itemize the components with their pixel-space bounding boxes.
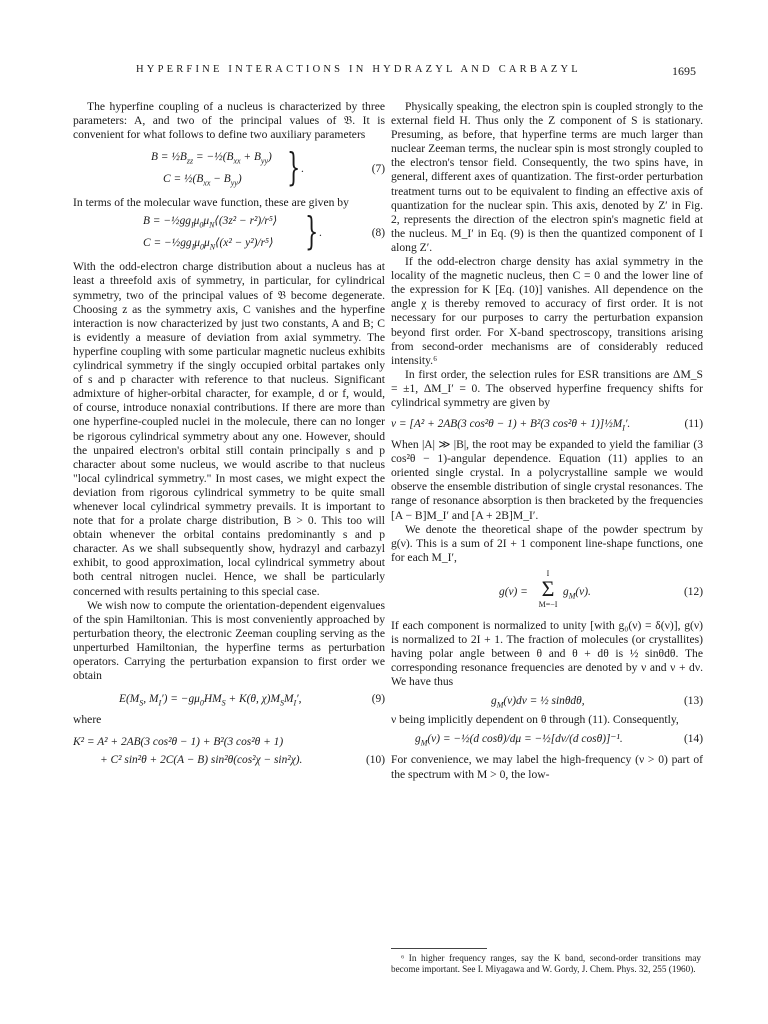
equation-7-line-1: $B = \frac{1}{2}B_{zz}$ = $-\frac{1}{2}(B_{xx} + B_{yy})$ xyxy=(151,151,272,166)
paragraph: If each component is normalized to unity [with g₀(ν) = δ(ν)], g(ν) is normalized to 2I + 1. The fraction of molecules (or crystallites) having polar angle between θ and θ + dθ is ½ sinθdθ. The corresponding resonance frequencies are denoted by ν and ν + dν. We have thus xyxy=(391,618,703,689)
paragraph: When |A| ≫ |B|, the root may be expanded to yield the familiar (3 cos²θ − 1)-angular dependence. Equation (11) applies to an oriented single crystal. In a polycrystalline sample we would observe the ensemble distribution of single crystal resonances. The range of resonance absorption is then bracketed by the frequencies [A − B]M_I′ and [A + 2B]M_I′. xyxy=(391,438,703,522)
paragraph: We wish now to compute the orientation-dependent eigenvalues of the spin Hamiltonian. This is most conveniently approached by perturbation theory, the electronic Zeeman coupling serving as the unperturbed Hamiltonian, the hyperfine terms as perturbation operators. Carrying the perturbation expansion to first order we obtain xyxy=(73,598,385,683)
equation-10-line-1: K² = A² + 2AB(3 cos²θ − 1) + B²(3 cos²θ + 1) xyxy=(73,736,284,749)
paragraph: With the odd-electron charge distribution about a nucleus has at least a threefold axis of symmetry, in particular, for cylindrical symmetry, two of the principal values of 𝔅 become degenerate. Choosing z as the symmetry axis, C vanishes and the hyperfine interaction is now characterized by just two constants, A and B; C is evidently a measure of deviation from axial symmetry. The hyperfine coupling with some particular magnetic nucleus exhibits cylindrical symmetry if the singly occupied orbital partakes only of s and p character with reference to that nucleus. Significant admixture of higher-orbital character, for example, d or f, would, of course, introduce nonaxial contributions. If there are more than one hyperfine-coupled nuclei in the molecule, there can no longer be rigorous cylindrical symmetry about any one. However, should the unpaired electron's orbital still contain principally s and p character about some nucleus, we would ascribe to that nucleus "local cylindrical symmetry." In most cases, we might expect the deviation from rigorous cylindrical symmetry to be quite small whenever local cylindrical symmetry prevails. It is important to note that for a prolate charge distribution, B > 0. This too will obtain whenever the orbital contains predominantly s and p character. As we shall subsequently show, hydrazyl and carbazyl exhibit, to good approximation, local cylindrical symmetry about both central nitrogen nuclei. Hence, we shall be particularly concerned with results pertaining to this special case. xyxy=(73,260,385,598)
equation-number: (12) xyxy=(684,585,703,598)
paragraph: The hyperfine coupling of a nucleus is characterized by three parameters: A, and two of the principal values of 𝔅. It is convenient for what follows to define two auxiliary parameters xyxy=(73,100,385,142)
left-column xyxy=(73,100,385,771)
right-column xyxy=(391,100,703,782)
running-title: HYPERFINE INTERACTIONS IN HYDRAZYL AND CARBAZYL xyxy=(136,64,581,75)
equation-13: $g_M(\nu)d\nu$ = ½ sinθdθ, (13) xyxy=(491,695,703,710)
equation-8-line-1: $B = -\frac{1}{2}gg_I\mu_0\mu_N⟨(3z^2$ − r²)/r⁵⟩ xyxy=(143,215,278,230)
page-header xyxy=(0,64,768,84)
equation-number: (11) xyxy=(684,418,703,431)
page-number: 1695 xyxy=(672,64,696,78)
equation-12: g(ν) = I Σ M=−I $g_M(\nu)$. (12) xyxy=(499,568,703,609)
equation-number: (8) xyxy=(371,227,385,240)
right-brace: } xyxy=(305,209,319,254)
summation: I Σ M=−I xyxy=(538,568,558,609)
footnote-rule xyxy=(391,948,487,949)
right-brace: } xyxy=(287,145,301,190)
equation-number: (14) xyxy=(684,733,703,746)
paragraph: We denote the theoretical shape of the powder spectrum by g(ν). This is a sum of 2I + 1 component line-shape functions, one for each M_I′, xyxy=(391,522,703,564)
where-label: where xyxy=(73,713,102,727)
equation-7: $B = \frac{1}{2}B_{zz}$ = $-\frac{1}{2}(B_{xx} + B_{yy})$ $C = \frac{1}{2}(B_{xx} - B_{yy})$ } . (7) xyxy=(151,145,385,190)
paragraph: In first order, the selection rules for ESR transitions are ΔM_S = ±1, ΔM_I′ = 0. The observed hyperfine frequency shifts for cylindrical symmetry are given by xyxy=(391,367,703,409)
footnote: ⁶ In higher frequency ranges, say the K band, second-order transitions may become important. See I. Miyagawa and W. Gordy, J. Chem. Phys. 32, 255 (1960). xyxy=(391,953,701,974)
paragraph: ν being implicitly dependent on θ through (11). Consequently, xyxy=(391,713,679,727)
equation-8-line-2: $C = -\frac{1}{2}gg_I\mu_0\mu_N⟨(x^2$ − y²)/r⁵⟩ xyxy=(143,237,274,252)
equation-7-line-2: $C = \frac{1}{2}(B_{xx} - B_{yy})$ xyxy=(163,173,242,188)
paragraph: For convenience, we may label the high-frequency (ν > 0) part of the spectrum with M > 0, the low- xyxy=(391,753,703,781)
equation-number: (9) xyxy=(371,693,385,706)
equation-number: (13) xyxy=(684,695,703,708)
equation-11: ν = [A² + 2AB(3 cos²θ − 1) + B²(3 $\cos^2\theta + 1)]\frac{1}{2}M_I'$. (11) xyxy=(391,418,703,433)
equation-9: $E(M_S$, $M_I') = -g\mu_0HM_S + K(\theta$, $\chi)M_SM_I'$, (9) xyxy=(119,693,385,708)
paragraph: Physically speaking, the electron spin is coupled strongly to the external field H. Thus only the Z component of S is stationary. Presuming, as before, that hyperfine terms are much larger than nuclear Zeeman terms, the nuclear spin is most strongly coupled to the electron's tensor field. Consequently, the two spins have, in general, different axes of quantization. The first-order perturbation treatment turns out to be equivalent to finding an effective axis of quantization for the nuclear spin. This axis, denoted by Z′ in Fig. 2, represents the direction of the electron spin's magnetic field at the nucleus. M_I′ in Eq. (9) is then the quantized component of I along Z′. xyxy=(391,100,703,254)
paragraph: In terms of the molecular wave function, these are given by xyxy=(73,196,349,210)
equation-number: (7) xyxy=(371,163,385,176)
equation-14: $g_M(\nu)$ = −½(d cosθ)/dμ = −½[dν/(d cosθ)]⁻¹. (14) xyxy=(415,733,703,748)
equation-10 xyxy=(73,735,385,771)
equation-number: (10) xyxy=(366,754,385,767)
paragraph: If the odd-electron charge density has axial symmetry in the locality of the magnetic nucleus, then C = 0 and the lower line of the expression for K [Eq. (10)] vanishes. All dependence on the angle χ is thereby removed to accuracy of first order. It is not necessary for our purposes to carry the perturbation expansion beyond first order. For X-band spectroscopy, transitions arising from second-order mechanisms are of considerably reduced intensity.⁶ xyxy=(391,255,703,367)
equation-10-line-2: + C² sin²θ + 2C(A − B) sin²θ(cos²χ − sin²χ). xyxy=(100,754,303,767)
equation-8: $B = -\frac{1}{2}gg_I\mu_0\mu_N⟨(3z^2$ − r²)/r⁵⟩ $C = -\frac{1}{2}gg_I\mu_0\mu_N⟨(x^2$ − y²)/r⁵⟩ } . (8) xyxy=(143,209,385,254)
